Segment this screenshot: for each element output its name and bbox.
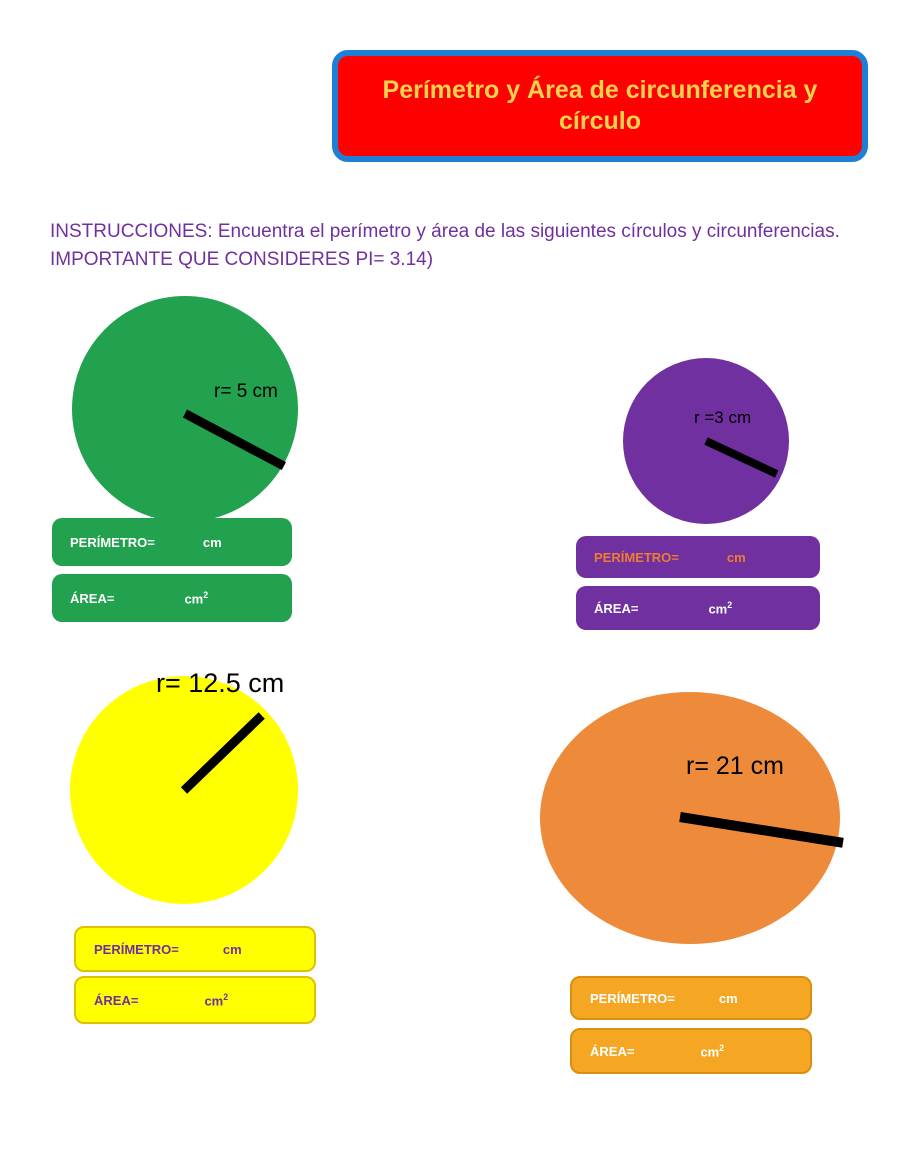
orange-area-label: ÁREA= (590, 1044, 635, 1060)
orange-circle-radius-label: r= 21 cm (686, 752, 784, 780)
purple-perimeter-label: PERÍMETRO= (594, 549, 679, 565)
instructions-text: INSTRUCCIONES: Encuentra el perímetro y área de las siguientes círculos y circunferencias. IMPORTANTE QUE CONSIDERES PI= 3.14) (50, 221, 840, 270)
page-title-line1: Perímetro y Área de circunferencia y (382, 75, 818, 104)
purple-perimeter-box[interactable] (576, 536, 820, 578)
green-circle-radius-label: r= 5 cm (214, 381, 278, 402)
green-area-label: ÁREA= (70, 591, 115, 607)
page-title-line2: círculo (559, 107, 641, 135)
purple-area-unit: $cm^2$ (708, 599, 733, 617)
green-perimeter-box[interactable] (52, 518, 292, 566)
yellow-area-label: ÁREA= (94, 993, 139, 1009)
orange-perimeter-unit: cm (718, 990, 738, 1006)
purple-area-label: ÁREA= (594, 601, 639, 617)
green-perimeter-unit: cm (202, 534, 222, 550)
title-banner (332, 50, 868, 162)
green-area-unit: $cm^2$ (184, 589, 209, 607)
purple-circle-radius-label: r =3 cm (694, 408, 752, 427)
orange-area-unit: $cm^2$ (700, 1042, 725, 1060)
purple-perimeter-unit: cm (726, 549, 746, 565)
purple-area-box[interactable] (576, 586, 820, 630)
yellow-area-box[interactable] (74, 976, 316, 1024)
yellow-area-unit: $cm^2$ (204, 991, 229, 1009)
yellow-perimeter-label: PERÍMETRO= (94, 941, 179, 957)
yellow-circle-radius-label: r= 12.5 cm (156, 668, 285, 698)
green-circle (72, 296, 298, 522)
orange-perimeter-box[interactable] (570, 976, 812, 1020)
page-title (369, 75, 832, 138)
yellow-perimeter-box[interactable] (74, 926, 316, 972)
yellow-perimeter-unit: cm (222, 941, 242, 957)
green-perimeter-label: PERÍMETRO= (70, 534, 155, 550)
orange-area-box[interactable] (570, 1028, 812, 1074)
orange-perimeter-label: PERÍMETRO= (590, 990, 675, 1006)
green-area-box[interactable] (52, 574, 292, 622)
